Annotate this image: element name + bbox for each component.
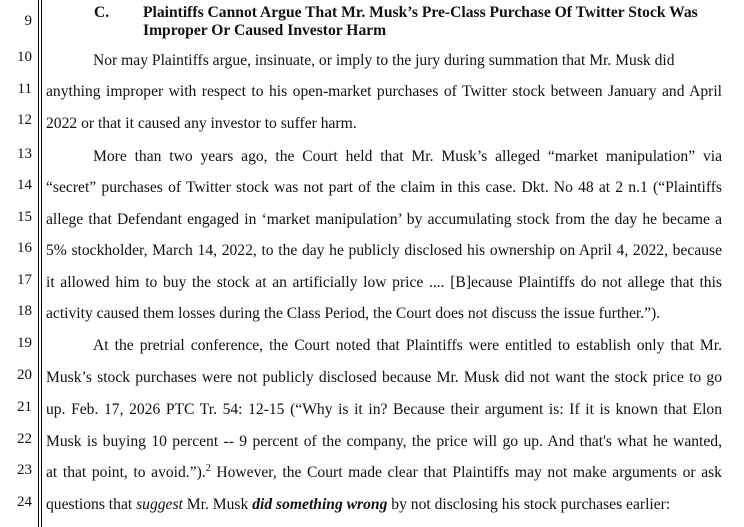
text-line-19: At the pretrial conference, the Court noted that Plaintiffs were entitled to establish only that Mr. (93, 337, 722, 354)
text-line-23 (46, 463, 722, 483)
line-number: 23 (17, 462, 32, 478)
text-line-21: up. Feb. 17, 2026 PTC Tr. 54: 12-15 (“Why is it in? Because their argument is: If it is known that Elon (46, 401, 722, 418)
line-number: 19 (17, 335, 32, 351)
text-segment: by not disclosing his stock purchases earlier: (387, 496, 671, 513)
text-segment: questions that (46, 496, 137, 513)
text-line-17: it allowed him to buy the stock at an artificially low price .... [B]ecause Plaintiffs do not allege that this (46, 274, 722, 291)
line-number: 11 (17, 81, 32, 97)
text-line-20: Musk’s stock purchases were not publicly disclosed because Mr. Musk did not want the stock price to go (46, 369, 722, 386)
text-line-10: Nor may Plaintiffs argue, insinuate, or imply to the jury during summation that Mr. Musk did (93, 52, 675, 69)
margin-rule-left (38, 0, 39, 527)
section-letter: C. (94, 4, 110, 21)
text-line-15: allege that Defendant engaged in ‘market manipulation’ by accumulating stock from the day he became a (46, 211, 722, 228)
text-line-14: “secret” purchases of Twitter stock was not part of the claim in this case. Dkt. No 48 at 2 n.1 (“Plaintiffs (46, 179, 722, 196)
line-number: 9 (24, 13, 32, 29)
line-number: 13 (17, 146, 32, 162)
section-heading-line2: Improper Or Caused Investor Harm (143, 22, 387, 39)
text-line-24 (46, 495, 722, 515)
text-segment: However, the Court made clear that Plaintiffs may not make arguments or ask (210, 464, 722, 481)
text-segment: Mr. Musk (182, 496, 253, 513)
text-line-22: Musk is buying 10 percent -- 9 percent of the company, the price will go up. And that's what he wanted, (46, 433, 722, 450)
text-segment: at that point, to avoid.”). (46, 464, 206, 481)
text-line-16: 5% stockholder, March 14, 2022, to the day he publicly disclosed his ownership on April 4, 2022, because (46, 242, 722, 259)
line-number: 12 (17, 112, 32, 128)
line-number: 20 (17, 367, 32, 383)
footnote-marker: 2 (205, 462, 211, 474)
text-line-13: More than two years ago, the Court held that Mr. Musk’s alleged “market manipulation” via (93, 148, 722, 165)
margin-rule-right (41, 0, 42, 527)
line-number: 22 (17, 431, 32, 447)
line-number: 17 (17, 272, 32, 288)
line-number: 24 (17, 494, 32, 510)
text-line-11: anything improper with respect to his open-market purchases of Twitter stock between January and April (46, 83, 722, 100)
line-number: 14 (17, 177, 32, 193)
emphasis-bold-italic: did something wrong (252, 496, 388, 513)
line-number: 18 (17, 303, 32, 319)
emphasis-italic: suggest (136, 496, 183, 513)
text-line-12: 2022 or that it caused any investor to suffer harm. (46, 115, 357, 132)
section-heading-line1: Plaintiffs Cannot Argue That Mr. Musk’s Pre-Class Purchase Of Twitter Stock Was (143, 4, 698, 21)
line-number: 10 (17, 49, 32, 65)
line-number: 21 (17, 399, 32, 415)
line-number: 16 (17, 240, 32, 256)
text-line-18: activity caused them losses during the Class Period, the Court does not discuss the issue further.”). (46, 305, 661, 322)
line-number: 15 (17, 209, 32, 225)
